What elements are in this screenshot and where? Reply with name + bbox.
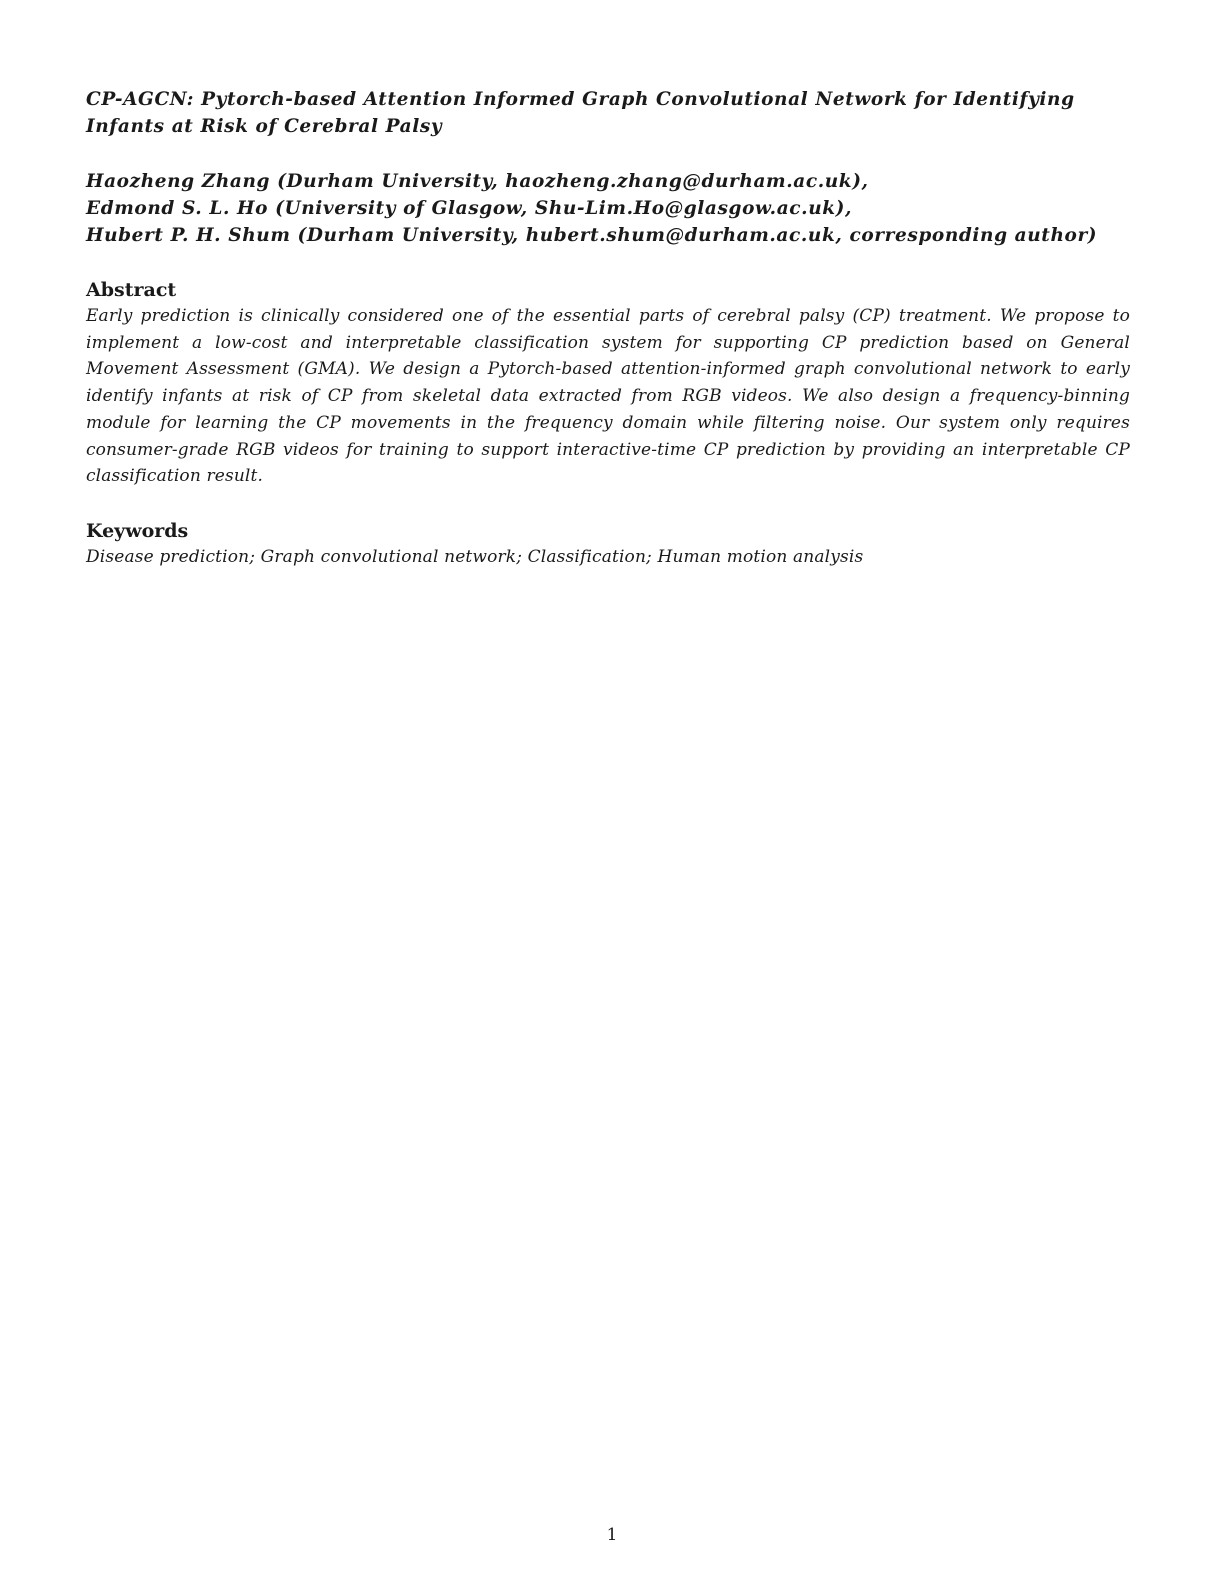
page-content	[86, 86, 1130, 570]
author-line: Haozheng Zhang (Durham University, haozheng.zhang@durham.ac.uk),	[86, 171, 869, 192]
author-line: Hubert P. H. Shum (Durham University, hubert.shum@durham.ac.uk, corresponding author)	[86, 225, 1098, 246]
keywords-text: Disease prediction; Graph convolutional network; Classification; Human motion analysis	[86, 546, 864, 567]
author-line: Edmond S. L. Ho (University of Glasgow, Shu-Lim.Ho@glasgow.ac.uk),	[86, 198, 853, 219]
keywords-heading: Keywords	[86, 519, 189, 542]
author-list	[86, 168, 1130, 249]
abstract-heading: Abstract	[86, 279, 177, 301]
abstract-text: Early prediction is clinically considered one of the essential parts of cerebral palsy (CP) treatment. We propose to implement a low-cost and interpretable classification system for supporting CP prediction based on General Movement Assessment (GMA). We design a Pytorch-based attention-informed graph convolutional network to early identify infants at risk of CP from skeletal data extracted from RGB videos. We also design a frequency-binning module for learning the CP movements in the frequency domain while filtering noise. Our system only requires consumer-grade RGB videos for training to support interactive-time CP prediction by providing an interpretable CP classification result.	[86, 306, 1130, 487]
keywords-section	[86, 518, 1130, 570]
paper-title: CP-AGCN: Pytorch-based Attention Informed Graph Convolutional Network for Identifying Infants at Risk of Cerebral Palsy	[86, 89, 1075, 137]
abstract-section	[86, 277, 1130, 490]
page-number: 1	[606, 1525, 618, 1545]
